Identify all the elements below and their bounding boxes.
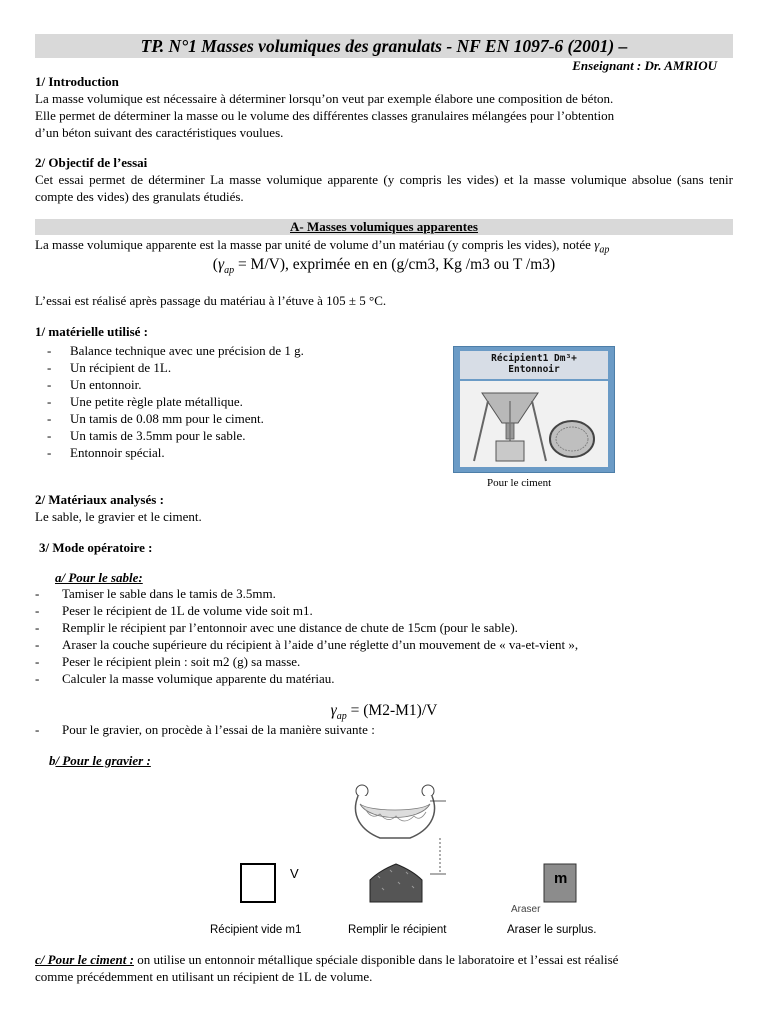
list-item: - Entonnoir spécial. [35,444,304,461]
equipment-image-label: Récipient1 Dm³+ Entonnoir [460,351,608,379]
funnel-filling-icon [355,785,446,874]
funnel-icon [460,381,608,467]
sable-heading: a/ Pour le sable: [55,570,143,585]
materiel-heading: 1/ matérielle utilisé : [35,324,148,339]
figure-label-m: m [554,870,568,887]
list-item: - Un tamis de 0.08 mm pour le ciment. [35,410,304,427]
materiaux-heading: 2/ Matériaux analysés : [35,492,164,507]
section-a-heading-text: A- Masses volumiques apparentes [290,219,478,234]
section-a-heading [35,219,733,235]
list-item: - Peser le récipient de 1L de volume vide soit m1. [35,602,578,619]
ciment-line-1: c/ Pour le ciment : on utilise un entonnoir métallique spéciale disponible dans le laboratoire et l’essai est réalisé [35,952,619,967]
figure-caption-2: Remplir le récipient [348,924,447,936]
sable-steps [35,585,578,687]
materiel-list [35,342,304,461]
objectif-text: Cet essai permet de déterminer La masse volumique apparente (y compris les vides) et la masse volumique absolue (sans tenir compte des vides) des granulats étudiés. [35,172,733,204]
intro-line-3: d’un béton suivant des caractéristiques voulues. [35,125,284,140]
definition-text: La masse volumique apparente est la masse par unité de volume d’un matériau (y compris les vides), notée [35,237,595,252]
gravier-heading: b/ Pour le gravier : [49,753,151,768]
list-item: - Peser le récipient plein : soit m2 (g) sa masse. [35,653,578,670]
funnel-sieve-photo [460,381,608,467]
gravier-intro-list [35,721,375,738]
list-item: - Calculer la masse volumique apparente du matériau. [35,670,578,687]
section-a-definition [35,237,609,256]
etuve-text: L’essai est réalisé après passage du matériau à l’étuve à 105 ± 5 °C. [35,293,387,308]
gamma-symbol: $\gamma_{ap}$ [594,237,610,256]
list-item: - Une petite règle plate métallique. [35,393,304,410]
figure-caption-1: Récipient vide m1 [210,924,302,936]
figure-label-v: V [290,866,299,881]
intro-line-2: Elle permet de déterminer la masse ou le volume des différentes classes granulaires mélangées pour l’obtention [35,108,615,123]
gravier-intro: - Pour le gravier, on procède à l’essai de la manière suivante : [35,721,375,738]
ciment-line-2: comme précédemment en utilisant un récipient de 1L de volume. [35,969,373,984]
ciment-heading: c/ Pour le ciment : [35,952,134,967]
list-item: - Balance technique avec une précision de 1 g. [35,342,304,359]
figure-label-araser: Araser [511,904,541,915]
list-item: - Tamiser le sable dans le tamis de 3.5mm. [35,585,578,602]
document-title: TP. N°1 Masses volumiques des granulats - NF EN 1097-6 (2001) – [35,34,733,58]
materiaux-text: Le sable, le gravier et le ciment. [35,509,202,524]
filled-container-icon [370,864,422,902]
empty-container-icon [241,864,275,902]
mode-heading: 3/ Mode opératoire : [39,540,153,555]
list-item: - Araser la couche supérieure du récipient à l’aide d’une réglette d’un mouvement de « va-et-vient », [35,636,578,653]
intro-heading: 1/ Introduction [35,74,119,89]
equipment-image [453,346,615,473]
formula-density: $(\gamma_{ap} = M/V)$, exprimée en en (g/cm3, Kg /m3 ou T /m3) [212,256,556,277]
formula-apparent: $\gamma_{ap} = (M2-M1)/V$ [330,702,438,723]
list-item: - Un tamis de 3.5mm pour le sable. [35,427,304,444]
figure-caption-3: Araser le surplus. [507,924,597,936]
equipment-caption: Pour le ciment [487,477,552,489]
intro-line-1: La masse volumique est nécessaire à déterminer lorsqu’on veut par exemple élabore une composition de béton. [35,91,614,106]
list-item: - Remplir le récipient par l’entonnoir avec une distance de chute de 15cm (pour le sable). [35,619,578,636]
list-item: - Un entonnoir. [35,376,304,393]
teacher-name: Enseignant : Dr. AMRIOU [572,58,717,73]
list-item: - Un récipient de 1L. [35,359,304,376]
objectif-heading: 2/ Objectif de l’essai [35,155,148,170]
